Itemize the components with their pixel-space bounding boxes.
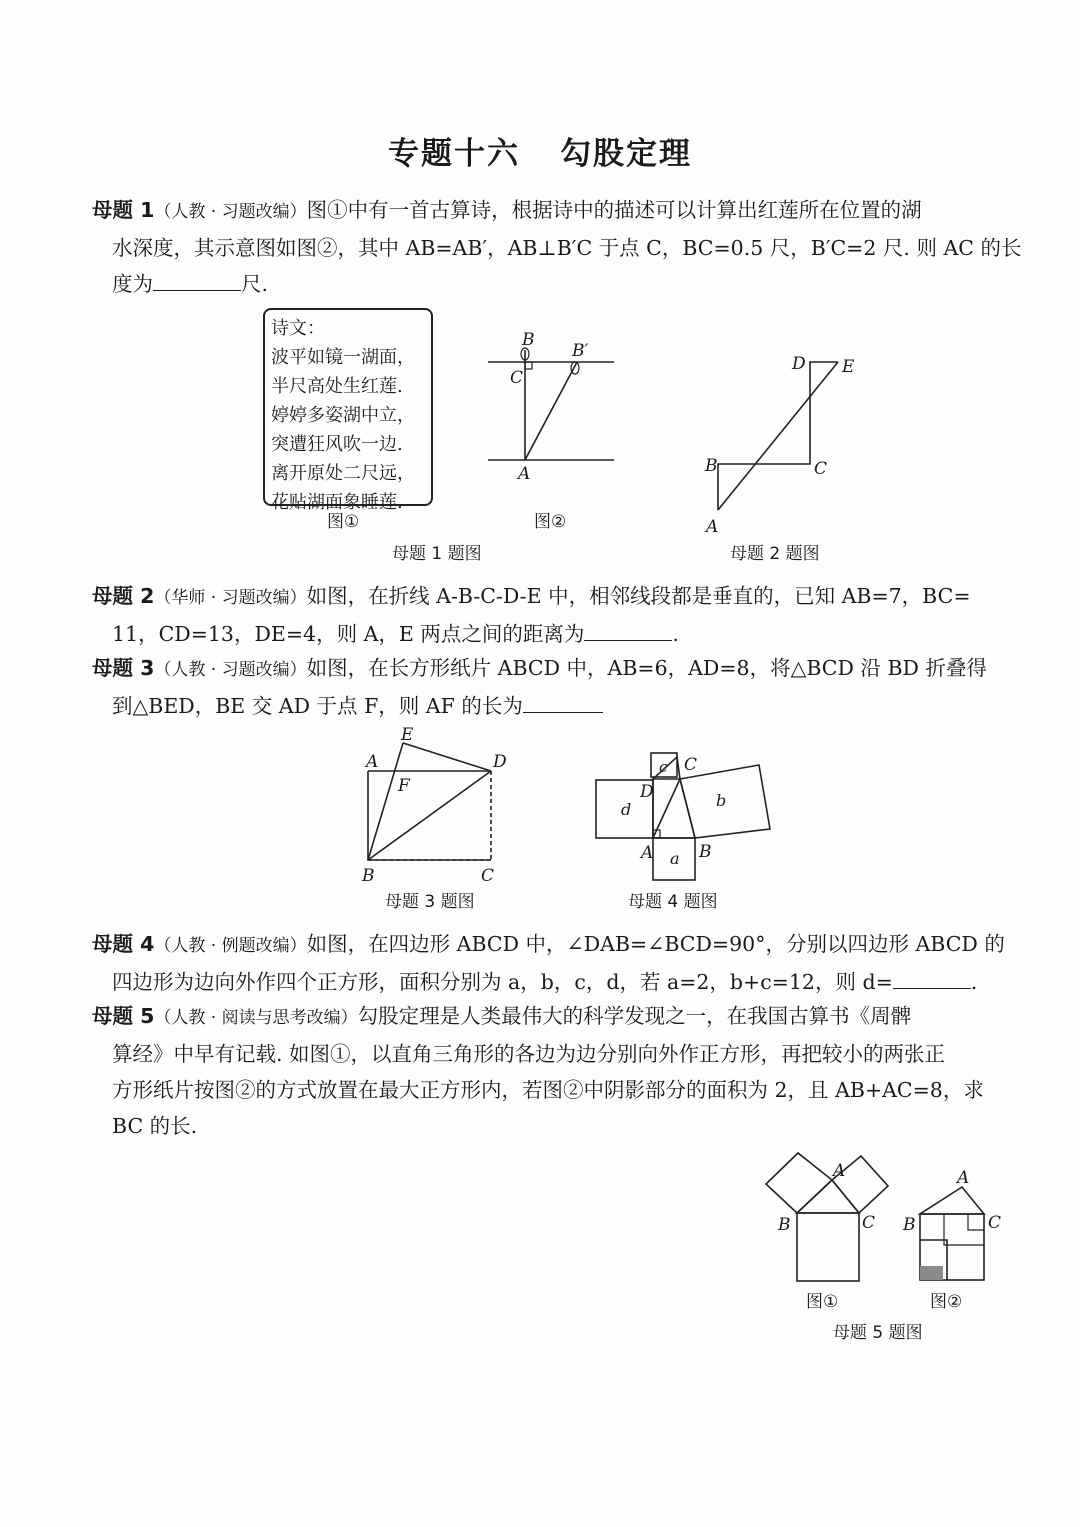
label-C: C bbox=[684, 755, 698, 775]
problem-source: （华师 · 习题改编） bbox=[154, 588, 307, 608]
figures-row-1 bbox=[0, 300, 1080, 570]
label-B-prime: B′ bbox=[572, 341, 589, 361]
problem-1 bbox=[92, 192, 1022, 302]
label-C: C bbox=[814, 459, 828, 479]
label-B: B bbox=[522, 330, 535, 350]
problem-text: . bbox=[970, 970, 978, 994]
label-C: C bbox=[862, 1213, 876, 1233]
problem-text: 水深度，其示意图如图②，其中 AB=AB′，AB⊥B′C 于点 C，BC=0.5 尺，B′C=2 尺. 则 AC 的长 bbox=[112, 236, 1022, 260]
fig2-caption: 图② bbox=[534, 512, 567, 532]
problem-text: 11，CD=13，DE=4，则 A，E 两点之间的距离为 bbox=[112, 622, 585, 646]
label-D: D bbox=[493, 752, 507, 772]
label-F: F bbox=[398, 776, 410, 796]
problem-text: 如图，在长方形纸片 ABCD 中，AB=6，AD=8，将△BCD 沿 BD 折叠得 bbox=[306, 656, 987, 680]
problem-4 bbox=[92, 926, 1004, 1000]
label-A: A bbox=[957, 1168, 970, 1188]
figure-problem-5-2 bbox=[902, 1168, 1001, 1280]
problem-text: 度为 bbox=[112, 272, 153, 296]
figure-problem-4 bbox=[596, 753, 770, 880]
problem-text: 算经》中早有记载. 如图①，以直角三角形的各边为边分别向外作正方形，再把较小的两张正 bbox=[112, 1042, 946, 1066]
fig1-caption: 图① bbox=[806, 1292, 839, 1312]
label-A: A bbox=[641, 843, 654, 863]
figure-1-2 bbox=[488, 330, 614, 484]
label-B: B bbox=[778, 1215, 791, 1235]
label-C: C bbox=[481, 866, 495, 886]
label-d: d bbox=[621, 800, 632, 819]
problem-5 bbox=[92, 998, 1004, 1144]
poem-line: 突遭狂风吹一边. bbox=[271, 434, 403, 455]
fig1-caption: 图① bbox=[327, 512, 360, 532]
label-C: C bbox=[510, 368, 524, 388]
label-B: B bbox=[705, 456, 718, 476]
label-E: E bbox=[842, 357, 855, 377]
problem-label: 母题 1 bbox=[92, 198, 155, 222]
problem-text: . bbox=[672, 622, 679, 646]
label-A: A bbox=[833, 1161, 846, 1181]
label-E: E bbox=[401, 725, 414, 745]
problem-label: 母题 4 bbox=[92, 932, 155, 956]
problem-text: BC 的长. bbox=[112, 1114, 198, 1138]
problem-source: （人教 · 习题改编） bbox=[154, 202, 307, 222]
poem-line: 离开原处二尺远， bbox=[271, 463, 415, 484]
problem-text: 勾股定理是人类最伟大的科学发现之一，在我国古算书《周髀 bbox=[357, 1004, 912, 1028]
problem-text: 方形纸片按图②的方式放置在最大正方形内，若图②中阴影部分的面积为 2，且 AB+AC=8，求 bbox=[112, 1078, 984, 1102]
problem-text: 尺. bbox=[241, 272, 269, 296]
poem-line: 花贴湖面象睡莲. bbox=[271, 492, 403, 513]
problem-label: 母题 3 bbox=[92, 656, 155, 680]
problem-label: 母题 2 bbox=[92, 584, 155, 608]
problem-text: 如图，在四边形 ABCD 中，∠DAB=∠BCD=90°，分别以四边形 ABCD 的 bbox=[306, 932, 1005, 956]
label-A: A bbox=[366, 752, 379, 772]
problem-4-figure-caption: 母题 4 题图 bbox=[628, 892, 718, 912]
problem-5-figure-caption: 母题 5 题图 bbox=[833, 1323, 923, 1343]
label-C: C bbox=[988, 1213, 1002, 1233]
label-D: D bbox=[640, 782, 654, 802]
label-b: b bbox=[716, 791, 727, 810]
label-A: A bbox=[518, 464, 531, 484]
figure-problem-5-1 bbox=[766, 1153, 888, 1281]
poem-line: 婷婷多姿湖中立， bbox=[271, 405, 415, 426]
shaded-region bbox=[920, 1266, 943, 1280]
figure-problem-3 bbox=[361, 725, 507, 886]
problem-source: （人教 · 例题改编） bbox=[154, 936, 307, 956]
poem-line: 半尺高处生红莲. bbox=[271, 376, 403, 397]
answer-blank[interactable] bbox=[153, 272, 241, 291]
label-A: A bbox=[706, 517, 719, 537]
problem-2 bbox=[92, 578, 1004, 652]
problem-text: 如图，在折线 A-B-C-D-E 中，相邻线段都是垂直的，已知 AB=7，BC= bbox=[306, 584, 971, 608]
problem-3 bbox=[92, 650, 1004, 724]
problem-1-figure-caption: 母题 1 题图 bbox=[392, 544, 482, 564]
fig2-caption: 图② bbox=[930, 1292, 963, 1312]
problem-2-figure-caption: 母题 2 题图 bbox=[730, 544, 820, 564]
problem-3-figure-caption: 母题 3 题图 bbox=[385, 892, 475, 912]
figures-row-2 bbox=[0, 720, 1080, 920]
problem-source: （人教 · 阅读与思考改编） bbox=[154, 1008, 358, 1028]
title-topic: 专题十六 bbox=[388, 136, 520, 172]
page-title bbox=[0, 128, 1080, 173]
poem-heading: 诗文： bbox=[271, 318, 325, 339]
problem-text: 四边形为边向外作四个正方形，面积分别为 a，b，c，d，若 a=2，b+c=12，则 d= bbox=[112, 970, 893, 994]
problem-text: 到△BED，BE 交 AD 于点 F，则 AF 的长为 bbox=[112, 694, 523, 718]
answer-blank[interactable] bbox=[893, 970, 971, 989]
answer-blank[interactable] bbox=[584, 622, 672, 641]
poem-line: 波平如镜一湖面， bbox=[271, 347, 415, 368]
figure-problem-2 bbox=[704, 354, 855, 537]
label-B: B bbox=[699, 842, 712, 862]
label-c: c bbox=[659, 758, 668, 776]
answer-blank[interactable] bbox=[523, 694, 603, 713]
label-B: B bbox=[903, 1215, 916, 1235]
label-D: D bbox=[792, 354, 806, 374]
problem-text: 图①中有一首古算诗，根据诗中的描述可以计算出红莲所在位置的湖 bbox=[306, 198, 922, 222]
figures-row-3 bbox=[0, 1140, 1080, 1350]
label-a: a bbox=[670, 849, 680, 868]
title-subject: 勾股定理 bbox=[560, 136, 692, 172]
label-B: B bbox=[362, 866, 375, 886]
problem-label: 母题 5 bbox=[92, 1004, 155, 1028]
problem-source: （人教 · 习题改编） bbox=[154, 660, 307, 680]
